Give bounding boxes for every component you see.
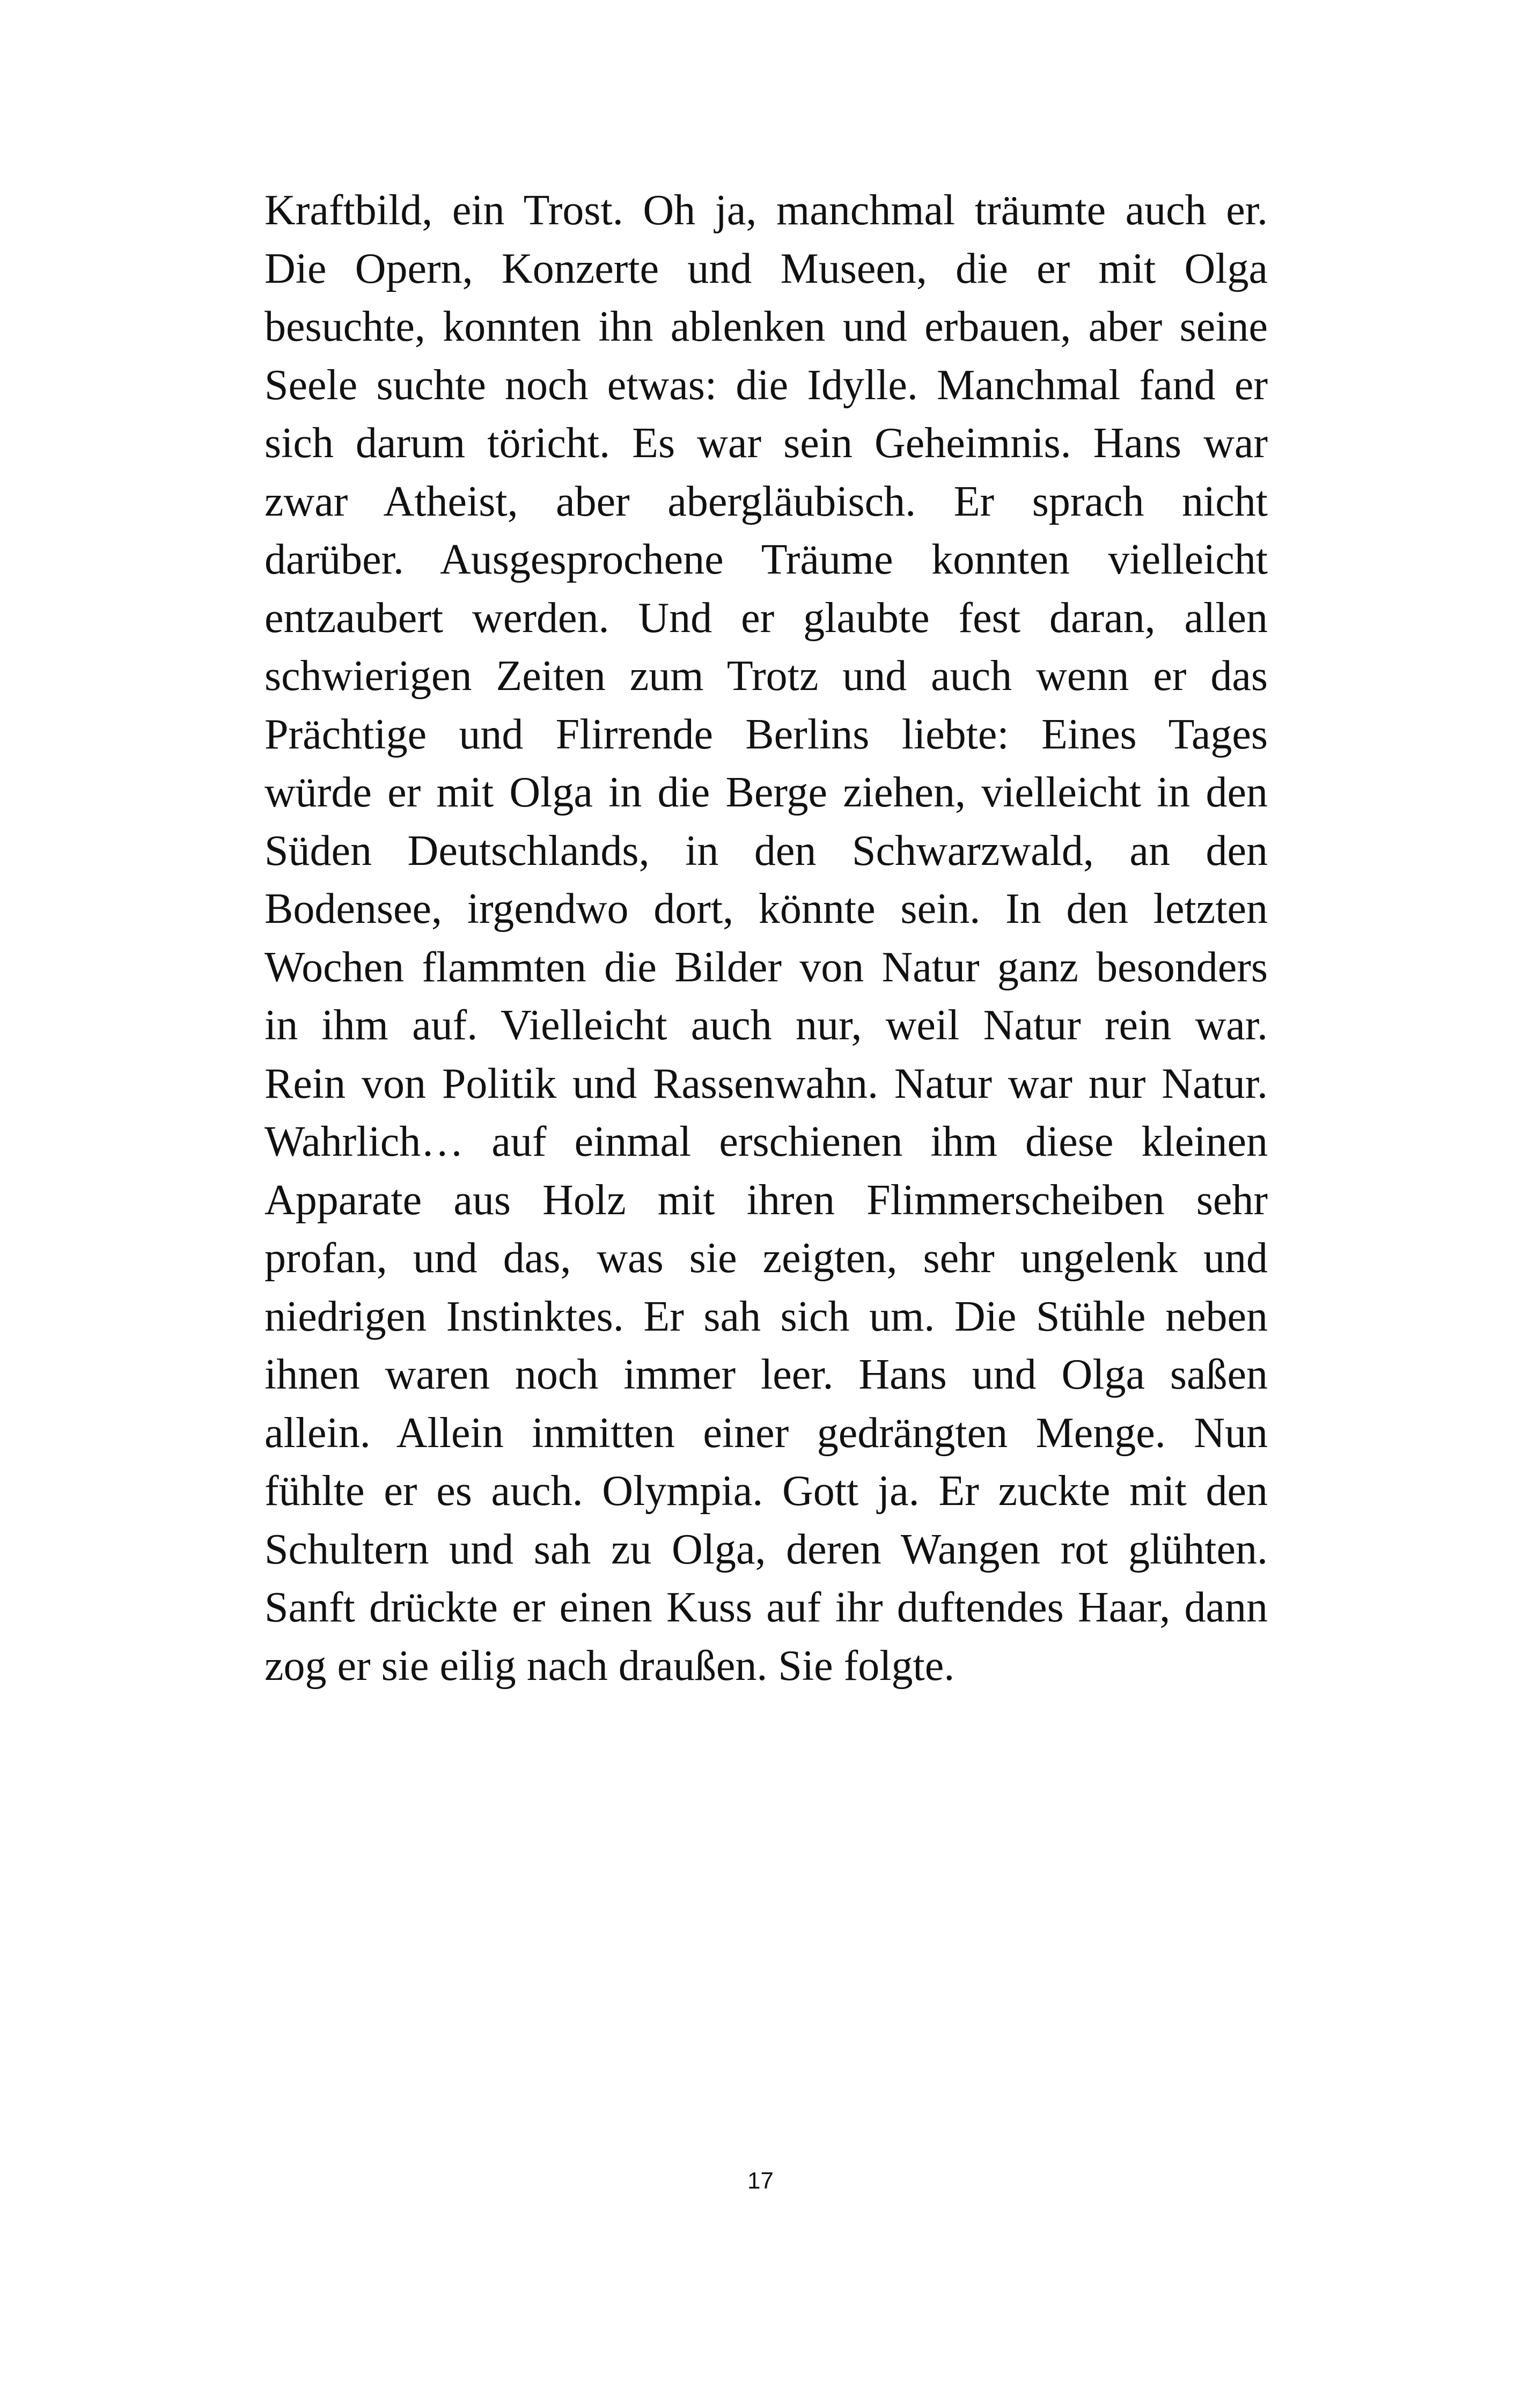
text-line: sich darum töricht. Es war sein Geheimnis. Hans war	[264, 420, 1268, 467]
text-line: Apparate aus Holz mit ihren Flimmerscheiben sehr	[264, 1176, 1268, 1224]
text-line: Die Opern, Konzerte und Museen, die er mit Olga	[264, 245, 1268, 292]
text-line: Wahrlich… auf einmal erschienen ihm diese kleinen	[264, 1118, 1268, 1165]
body-paragraph	[264, 181, 1268, 1695]
page-number: 17	[747, 2168, 774, 2194]
text-line-last: zog er sie eilig nach draußen. Sie folgte.	[264, 1642, 955, 1690]
text-line: Rein von Politik und Rassenwahn. Natur war nur Natur.	[264, 1060, 1268, 1107]
text-line: würde er mit Olga in die Berge ziehen, vielleicht in den	[264, 769, 1268, 816]
text-line: Prächtige und Flirrende Berlins liebte: Eines Tages	[264, 710, 1268, 758]
text-line: Kraftbild, ein Trost. Oh ja, manchmal träumte auch er.	[264, 187, 1268, 234]
text-line: niedrigen Instinktes. Er sah sich um. Die Stühle neben	[264, 1293, 1268, 1340]
text-line: Seele suchte noch etwas: die Idylle. Manchmal fand er	[264, 361, 1268, 409]
text-line: allein. Allein inmitten einer gedrängten Menge. Nun	[264, 1409, 1268, 1457]
text-line: fühlte er es auch. Olympia. Gott ja. Er zuckte mit den	[264, 1467, 1268, 1515]
text-line: Schultern und sah zu Olga, deren Wangen rot glühten.	[264, 1525, 1268, 1573]
text-line: profan, und das, was sie zeigten, sehr ungelenk und	[264, 1235, 1268, 1282]
text-line: ihnen waren noch immer leer. Hans und Olga saßen	[264, 1351, 1268, 1398]
text-line: schwierigen Zeiten zum Trotz und auch wenn er das	[264, 652, 1268, 700]
text-line: darüber. Ausgesprochene Träume konnten vielleicht	[264, 536, 1268, 583]
text-line: Wochen flammten die Bilder von Natur ganz besonders	[264, 943, 1268, 991]
text-line: Süden Deutschlands, in den Schwarzwald, an den	[264, 827, 1268, 875]
text-line: in ihm auf. Vielleicht auch nur, weil Natur rein war.	[264, 1002, 1268, 1049]
text-line: zwar Atheist, aber abergläubisch. Er sprach nicht	[264, 478, 1268, 525]
text-line: Sanft drückte er einen Kuss auf ihr duftendes Haar, dann	[264, 1584, 1268, 1631]
text-line: besuchte, konnten ihn ablenken und erbauen, aber seine	[264, 303, 1268, 350]
text-line: entzaubert werden. Und er glaubte fest daran, allen	[264, 594, 1268, 642]
text-line: Bodensee, irgendwo dort, könnte sein. In den letzten	[264, 885, 1268, 933]
